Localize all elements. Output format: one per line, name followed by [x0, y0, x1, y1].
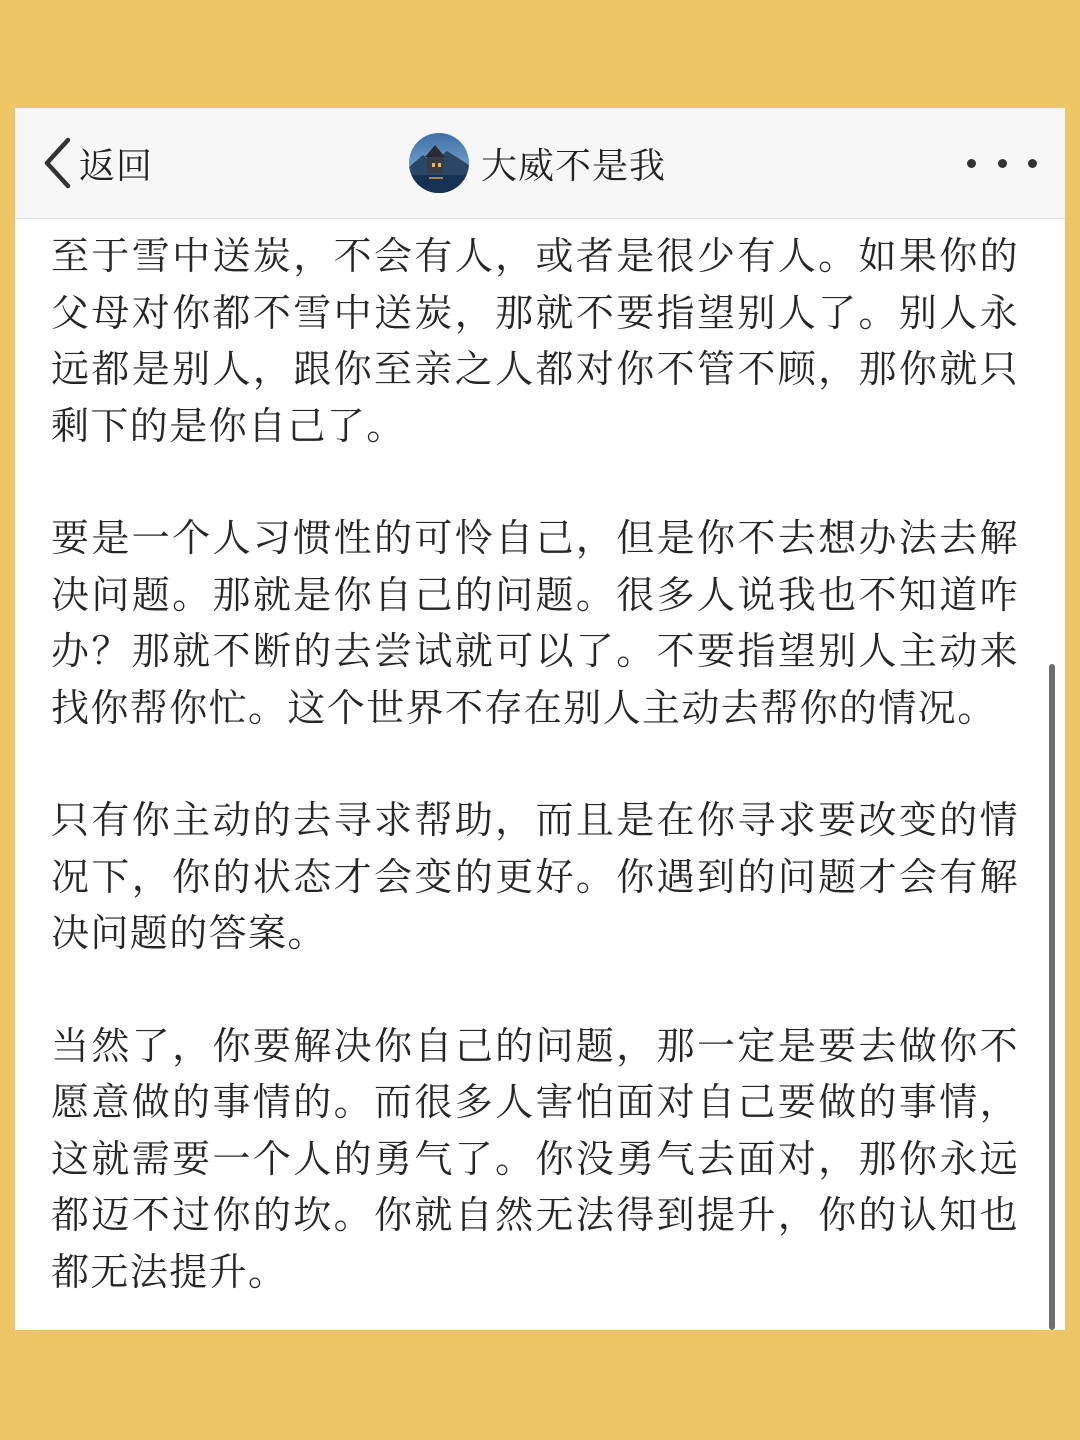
author-username[interactable]: 大威不是我 [481, 145, 667, 187]
back-label: 返回 [79, 145, 154, 187]
more-dots-icon [1028, 159, 1037, 168]
article-paragraph: 当然了，你要解决你自己的问题，那一定是要去做你不愿意做的事情的。而很多人害怕面对自己要做的事情，这就需要一个人的勇气了。你没勇气去面对，那你永远都迈不过你的坎。你就自然无法得到提升，你的认知也都无法提升。 [51, 1023, 1019, 1294]
article-body [51, 228, 1019, 1330]
vertical-scrollbar[interactable] [1049, 664, 1055, 1330]
article-paragraph: 要是一个人习惯性的可怜自己，但是你不去想办法去解决问题。那就是你自己的问题。很多人说我也不知道咋办？那就不断的去尝试就可以了。不要指望别人主动来找你帮你忙。这个世界不存在别人主动去帮你的情况。 [51, 516, 1019, 730]
back-button[interactable] [41, 136, 153, 190]
chevron-left-icon [41, 136, 73, 190]
avatar-castle-lake-icon[interactable] [409, 133, 469, 193]
more-dots-icon [967, 159, 976, 168]
article-paragraph: 至于雪中送炭，不会有人，或者是很少有人。如果你的父母对你都不雪中送炭，那就不要指望别人了。别人永远都是别人，跟你至亲之人都对你不管不顾，那你就只剩下的是你自己了。 [51, 234, 1019, 448]
app-window [15, 108, 1065, 1330]
article-paragraph: 只有你主动的去寻求帮助，而且是在你寻求要改变的情况下，你的状态才会变的更好。你遇到的问题才会有解决问题的答案。 [51, 798, 1019, 955]
more-options-button[interactable] [967, 144, 1037, 182]
top-navigation-bar [15, 108, 1065, 219]
author-profile[interactable] [409, 132, 666, 194]
more-dots-icon [998, 159, 1007, 168]
